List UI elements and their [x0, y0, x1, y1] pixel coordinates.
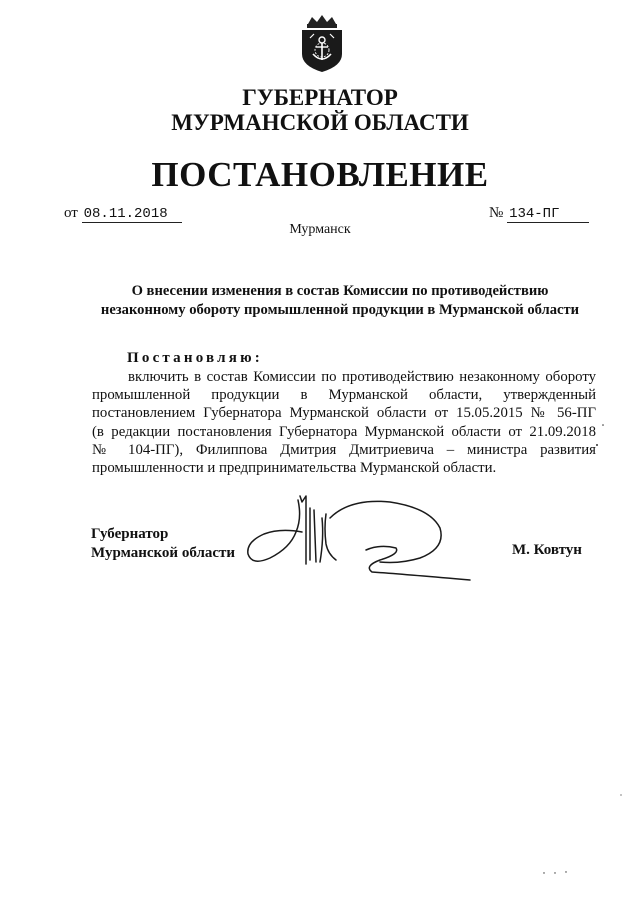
body-line: промышленности и предпринимательства Мурманской области.: [92, 460, 497, 476]
number-prefix: №: [489, 205, 504, 221]
document-date: [64, 205, 182, 223]
signatory-name: М. Ковтун: [512, 542, 582, 558]
body-line: промышленной продукции в Мурманской области, утвержденный: [92, 387, 596, 403]
date-value: 08.11.2018: [82, 206, 182, 223]
body-line: постановлением Губернатора Мурманской области от 15.05.2015 № 56-ПГ: [92, 405, 596, 421]
authority-subtitle: МУРМАНСКОЙ ОБЛАСТИ: [171, 110, 469, 135]
signatory-role-line-1: Губернатор: [91, 526, 169, 542]
coat-of-arms-icon: [296, 14, 348, 74]
signature-icon: [240, 488, 472, 588]
subject-line-1: О внесении изменения в состав Комиссии по противодействию: [131, 283, 549, 299]
signatory-role-line-2: Мурманской области: [91, 545, 236, 561]
city-name: Мурманск: [289, 222, 351, 237]
body-line: включить в состав Комиссии по противодействию незаконному обороту: [128, 369, 596, 385]
number-value: 134-ПГ: [507, 206, 589, 223]
authority-title: ГУБЕРНАТОР: [242, 85, 398, 110]
body-line: № 104-ПГ), Филиппова Дмитрия Дмитриевича – министра развития: [92, 442, 596, 458]
decree-word: Постановляю:: [127, 350, 263, 366]
document-number: [489, 205, 589, 223]
document-type-heading: ПОСТАНОВЛЕНИЕ: [151, 155, 489, 194]
date-prefix: от: [64, 205, 78, 221]
body-line: (в редакции постановления Губернатора Мурманской области от 21.09.2018: [92, 424, 596, 440]
subject-line-2: незаконному обороту промышленной продукции в Мурманской области: [100, 302, 580, 318]
